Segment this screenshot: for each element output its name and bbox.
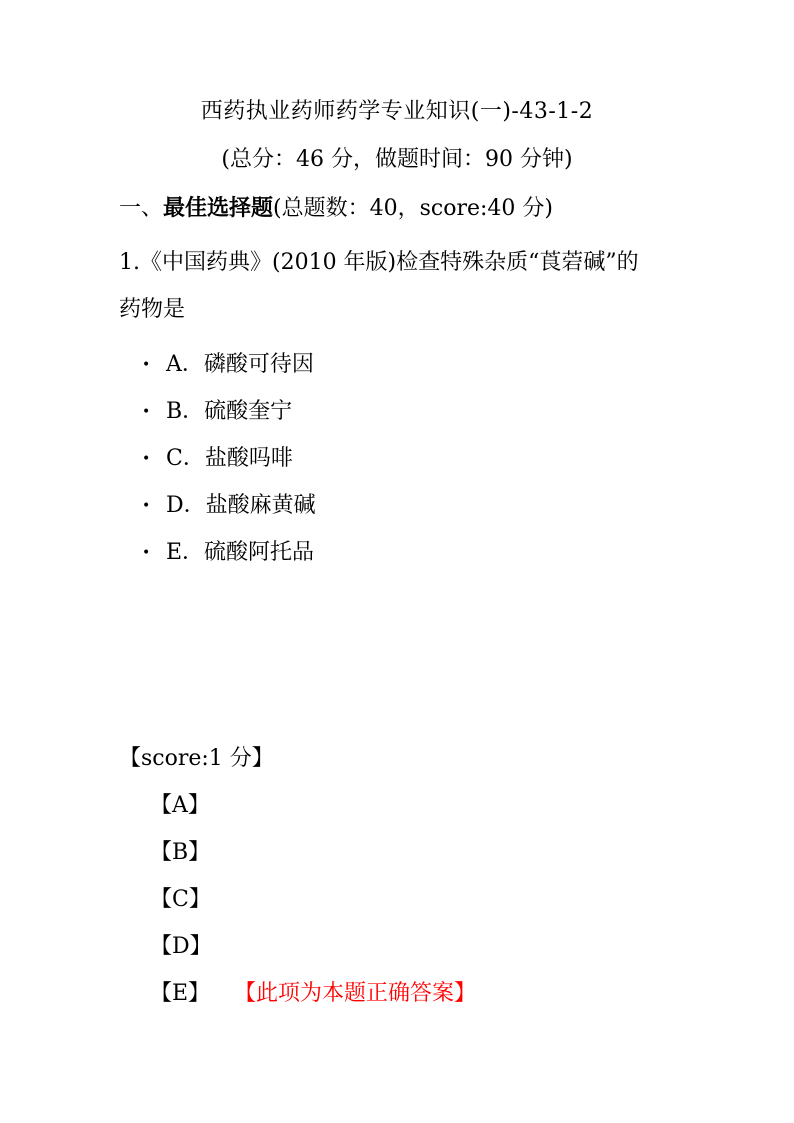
option-item — [140, 440, 316, 487]
score-label: 【score:1 分】 — [119, 746, 274, 771]
bullet-icon: • — [142, 357, 151, 373]
page-subtitle: (总分：46 分，做题时间：90 分钟) — [221, 147, 573, 172]
bullet-icon: • — [142, 451, 151, 467]
option-label: B．硫酸奎宁 — [166, 399, 293, 424]
option-list — [140, 346, 316, 581]
bullet-icon: • — [142, 404, 151, 420]
option-item — [140, 534, 316, 581]
option-label: D．盐酸麻黄碱 — [166, 493, 316, 518]
answer-letter: 【C】 — [150, 887, 211, 912]
section-prefix: 一、 — [119, 196, 164, 221]
answer-letter: 【A】 — [150, 793, 210, 818]
correct-answer-note: 【此项为本题正确答案】 — [234, 981, 477, 1006]
answer-item — [150, 884, 476, 931]
option-label: C．盐酸吗啡 — [166, 446, 293, 471]
option-item — [140, 393, 316, 440]
answer-item — [150, 790, 476, 837]
option-item — [140, 346, 316, 393]
answer-list — [150, 790, 476, 1025]
option-label: E．硫酸阿托品 — [166, 540, 315, 565]
answer-item — [150, 931, 476, 978]
page-title: 西药执业药师药学专业知识(一)-43-1-2 — [200, 99, 594, 124]
answer-item — [150, 837, 476, 884]
bullet-icon: • — [142, 498, 151, 514]
option-label: A．磷酸可待因 — [166, 352, 314, 377]
answer-letter: 【E】 — [150, 981, 211, 1006]
answer-item — [150, 978, 476, 1025]
section-info: (总题数：40，score:40 分) — [273, 196, 553, 221]
bullet-icon: • — [142, 545, 151, 561]
option-item — [140, 487, 316, 534]
question-text: 1.《中国药典》(2010 年版)检查特殊杂质“莨菪碱”的药物是 — [119, 250, 639, 322]
section-heading — [119, 192, 553, 225]
answer-letter: 【B】 — [150, 840, 211, 865]
section-name: 最佳选择题 — [163, 195, 274, 221]
answer-letter: 【D】 — [150, 934, 212, 959]
